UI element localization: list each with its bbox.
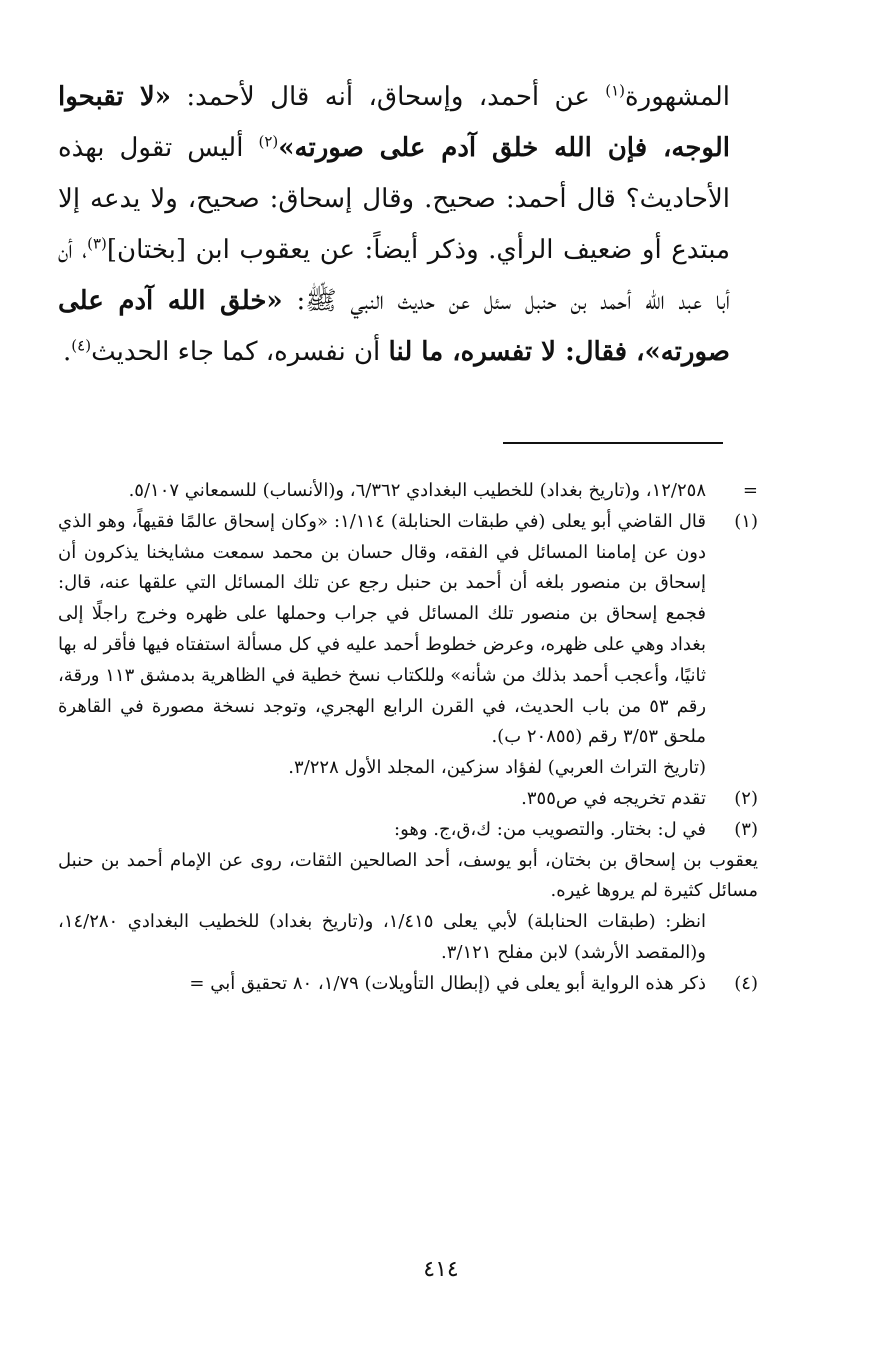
footnote-separator	[503, 442, 723, 444]
footnote-marker: (٣)	[734, 818, 758, 840]
footnote-text	[58, 476, 706, 507]
page-number: ٤١٤	[423, 1257, 459, 1282]
main-text-segment: المشهورة	[625, 82, 730, 112]
footnotes-section	[58, 476, 758, 1000]
main-text-segment: أن نفسره، كما جاء الحديث	[91, 337, 389, 367]
main-text-segment: ، أن أبا عبد الله أحمد بن حنبل سئل عن حديث النبي ﷺ:	[58, 235, 730, 316]
footnote-2	[58, 784, 758, 815]
hadith-quote: «خلق الله آدم على صورته»، فقال: لا تفسره، ما لنا	[58, 286, 730, 367]
footnote-marker: (٤)	[734, 972, 758, 994]
footnote-ref-4: (٤)	[71, 336, 92, 355]
footnote-marker: =	[742, 480, 758, 501]
main-text-segment: عن أحمد، وإسحاق، أنه قال لأحمد:	[170, 82, 606, 112]
footnote-text	[58, 784, 706, 815]
footnote-paragraph: قال القاضي أبو يعلى (في طبقات الحنابلة) ١/١١٤: «وكان إسحاق عالمًا فقيهاً، وهو الذي دون عن إمامنا المسائل في الفقه، وقال حسان بن محمد سمعت مشايخنا يذكرون أن إسحاق بن منصور بلغه أن أحمد بن حنبل رجع عن تلك المسائل التي علقها عنه، قال: فجمع إسحاق بن منصور تلك المسائل في جراب وحملها على ظهره وخرج راجلًا إلى بغداد وهي على ظهره، وعرض خطوط أحمد عليه في كل مسألة استفتاه فيها فأقر له بها ثانيًا، وأعجب أحمد بذلك من شأنه» وللكتاب نسخ خطية في الظاهرية بدمشق ١١٣ ورقة، رقم ٥٣ من باب الحديث، في القرن الرابع الهجري، وتوجد نسخة مصورة في القاهرة ملحق ٣/٥٣ رقم (٢٠٨٥٥ ب).	[58, 510, 707, 748]
footnote-1	[58, 507, 758, 784]
hadith-quote: «لا تقبحوا الوجه، فإن الله خلق آدم على صورته»	[58, 82, 730, 163]
footnote-paragraph: ذكر هذه الرواية أبو يعلى في (إبطال التأويلات) ١/٧٩، ٨٠ تحقيق أبي =	[189, 972, 706, 994]
footnote-ref-3: (٣)	[87, 234, 107, 253]
footnote-text	[58, 969, 706, 1000]
footnote-marker: (٢)	[734, 787, 758, 809]
footnote-text	[58, 815, 758, 969]
main-text-block	[58, 72, 730, 378]
footnote-continuation	[58, 476, 758, 507]
footnote-4	[58, 969, 758, 1000]
footnote-paragraph: (تاريخ التراث العربي) لفؤاد سزكين، المجلد الأول ٣/٢٢٨.	[288, 757, 706, 779]
footnote-paragraph: يعقوب بن إسحاق بن بختان، أبو يوسف، أحد الصالحين الثقات، روى عن الإمام أحمد بن حنبل مسائل كثيرة لم يروها غيره.	[58, 849, 758, 902]
footnote-paragraph: ١٢/٢٥٨، و(تاريخ بغداد) للخطيب البغدادي ٦/٣٦٢، و(الأنساب) للسمعاني ٥/١٠٧.	[128, 480, 706, 501]
footnote-3	[58, 815, 758, 969]
main-text-segment: .	[63, 337, 72, 367]
footnote-paragraph: تقدم تخريجه في ص٣٥٥.	[521, 787, 706, 809]
main-text-segment: أليس تقول بهذه الأحاديث؟ قال أحمد: صحيح. وقال إسحاق: صحيح، ولا يدعه إلا مبتدع أو ضعيف الرأي. وذكر أيضاً: عن يعقوب ابن [بختان]	[58, 133, 730, 265]
main-paragraph	[58, 72, 730, 378]
footnote-marker: (١)	[734, 510, 758, 532]
footnote-ref-2: (٢)	[258, 132, 279, 151]
footnote-paragraph: انظر: (طبقات الحنابلة) لأبي يعلى ١/٤١٥، و(تاريخ بغداد) للخطيب البغدادي ١٤/٢٨٠، و(المقصد الأرشد) لابن مفلح ٣/١٢١.	[58, 911, 707, 963]
footnote-text	[58, 507, 706, 784]
footnote-paragraph: في ل: بختار. والتصويب من: ك،ق،ج. وهو:	[394, 818, 706, 840]
footnote-ref-1: (١)	[605, 81, 626, 100]
